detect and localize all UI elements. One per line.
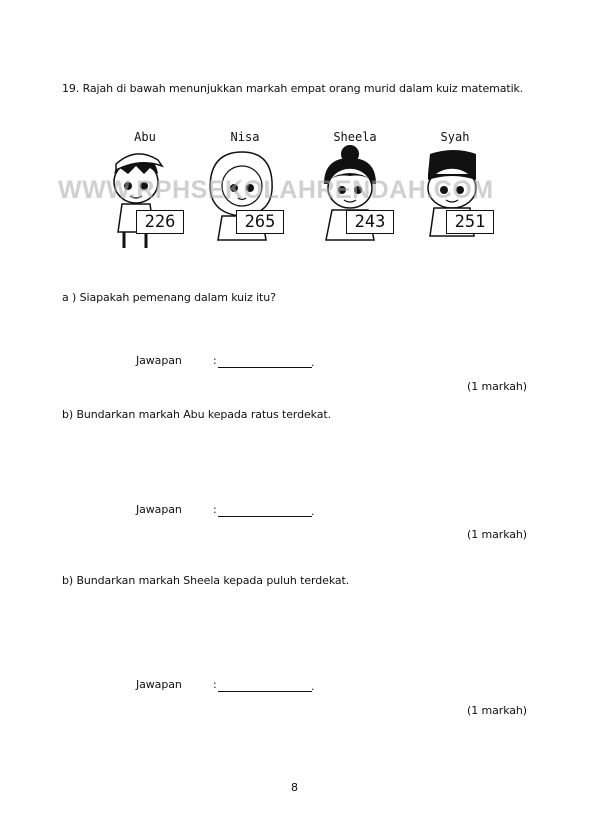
answer-label: Jawapan <box>136 678 182 691</box>
girl-bun-illustration <box>310 144 400 256</box>
answer-colon: : <box>213 503 217 516</box>
answer-end: . <box>311 356 315 369</box>
boy-cap-illustration <box>100 144 190 256</box>
part-a-question: a ) Siapakah pemenang dalam kuiz itu? <box>62 291 276 304</box>
student-name: Nisa <box>230 130 260 144</box>
student-sheela <box>310 126 400 256</box>
answer-colon: : <box>213 678 217 691</box>
answer-end: . <box>311 505 315 518</box>
score-box: 251 <box>446 210 494 234</box>
part-c-question: b) Bundarkan markah Sheela kepada puluh terdekat. <box>62 574 350 587</box>
score-box: 265 <box>236 210 284 234</box>
question-text: 19. Rajah di bawah menunjukkan markah empat orang murid dalam kuiz matematik. <box>62 82 524 95</box>
marks-label: (1 markah) <box>467 528 527 541</box>
student-name: Sheela <box>333 130 377 144</box>
answer-colon: : <box>213 354 217 367</box>
answer-line[interactable] <box>218 516 312 517</box>
marks-label: (1 markah) <box>467 380 527 393</box>
boy-songkok-illustration <box>410 144 500 256</box>
watermark-text: WWW.RPHSEKOLAHRENDAH.COM <box>58 176 494 204</box>
answer-label: Jawapan <box>136 354 182 367</box>
answer-label: Jawapan <box>136 503 182 516</box>
student-name: Abu <box>134 130 156 144</box>
student-nisa <box>200 126 290 256</box>
girl-hijab-illustration <box>200 144 290 256</box>
student-name: Syah <box>440 130 470 144</box>
student-syah <box>410 126 500 256</box>
answer-end: . <box>311 680 315 693</box>
answer-line[interactable] <box>218 367 312 368</box>
answer-line[interactable] <box>218 691 312 692</box>
student-abu <box>100 126 190 256</box>
score-box: 243 <box>346 210 394 234</box>
part-b-question: b) Bundarkan markah Abu kepada ratus terdekat. <box>62 408 331 421</box>
student-figure <box>100 126 530 256</box>
score-box: 226 <box>136 210 184 234</box>
marks-label: (1 markah) <box>467 704 527 717</box>
page-number: 8 <box>291 781 298 794</box>
